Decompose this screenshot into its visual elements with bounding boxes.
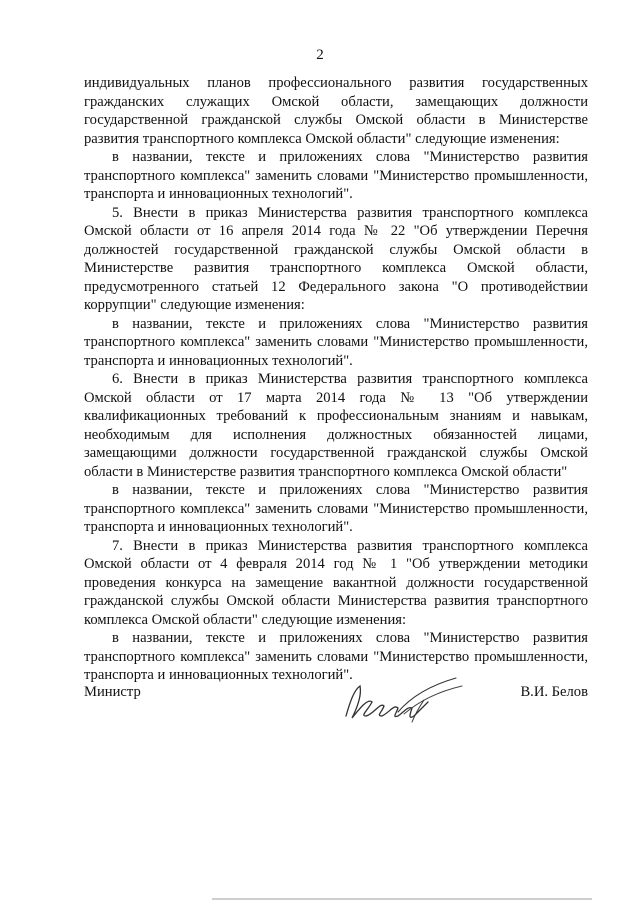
paragraph-amendment: в названии, тексте и приложениях слова "Министерство развития транспортного комплекса" заменить словами "Министерство промышленности, транспорта и инновационных технологий". [84, 482, 588, 535]
handwritten-signature [338, 672, 468, 732]
paragraph-amendment: в названии, тексте и приложениях слова "Министерство развития транспортного комплекса" заменить словами "Министерство промышленности, транспорта и инновационных технологий". [84, 315, 588, 369]
paragraph-item-7: 7. Внести в приказ Министерства развития транспортного комплекса Омской области от 4 февраля 2014 год № 1 "Об утверждении методики проведения конкурса на замещение вакантной должности государственной гражданской службы Омской области Министерства развития транспортного комплекса Омской области" следующие изменения: [84, 537, 588, 628]
paragraph-item-6: 6. Внести в приказ Министерства развития транспортного комплекса Омской области от 17 марта 2014 года № 13 "Об утверждении квалификационных требований к профессиональным знаниям и навыкам, необходимым для исполнения должностных обязанностей лицами, замещающими должности государственной гражданской службы Омской области в Министерстве развития транспортного комплекса Омской области" [84, 371, 588, 480]
signatory-name: В.И. Белов [520, 684, 588, 700]
paragraph-amendment: в названии, тексте и приложениях слова "Министерство развития транспортного комплекса" заменить словами "Министерство промышленности, транспорта и инновационных технологий". [84, 630, 588, 683]
paragraph-item-5: 5. Внести в приказ Министерства развития транспортного комплекса Омской области от 16 апреля 2014 года № 22 "Об утверждении Перечня должностей государственной гражданской службы Омской области в Министерстве развития транспортного комплекса Омской области, предусмотренного статьей 12 Федерального закона "О противодействии коррупции" следующие изменения: [84, 204, 588, 313]
page-number: 2 [316, 47, 324, 63]
paragraph-amendment: в названии, тексте и приложениях слова "Министерство развития транспортного комплекса" заменить словами "Министерство промышленности, транспорта и инновационных технологий". [84, 149, 588, 202]
signatory-role: Министр [84, 684, 141, 700]
document-body [84, 74, 588, 685]
paragraph-continuation: индивидуальных планов профессионального развития государственных гражданских служащих Омской области, замещающих должности государственной гражданской службы Омской области в Министерстве развития транспортного комплекса Омской области" следующие изменения: [84, 75, 588, 147]
scan-edge-line [212, 898, 592, 900]
signature-block [84, 684, 588, 724]
